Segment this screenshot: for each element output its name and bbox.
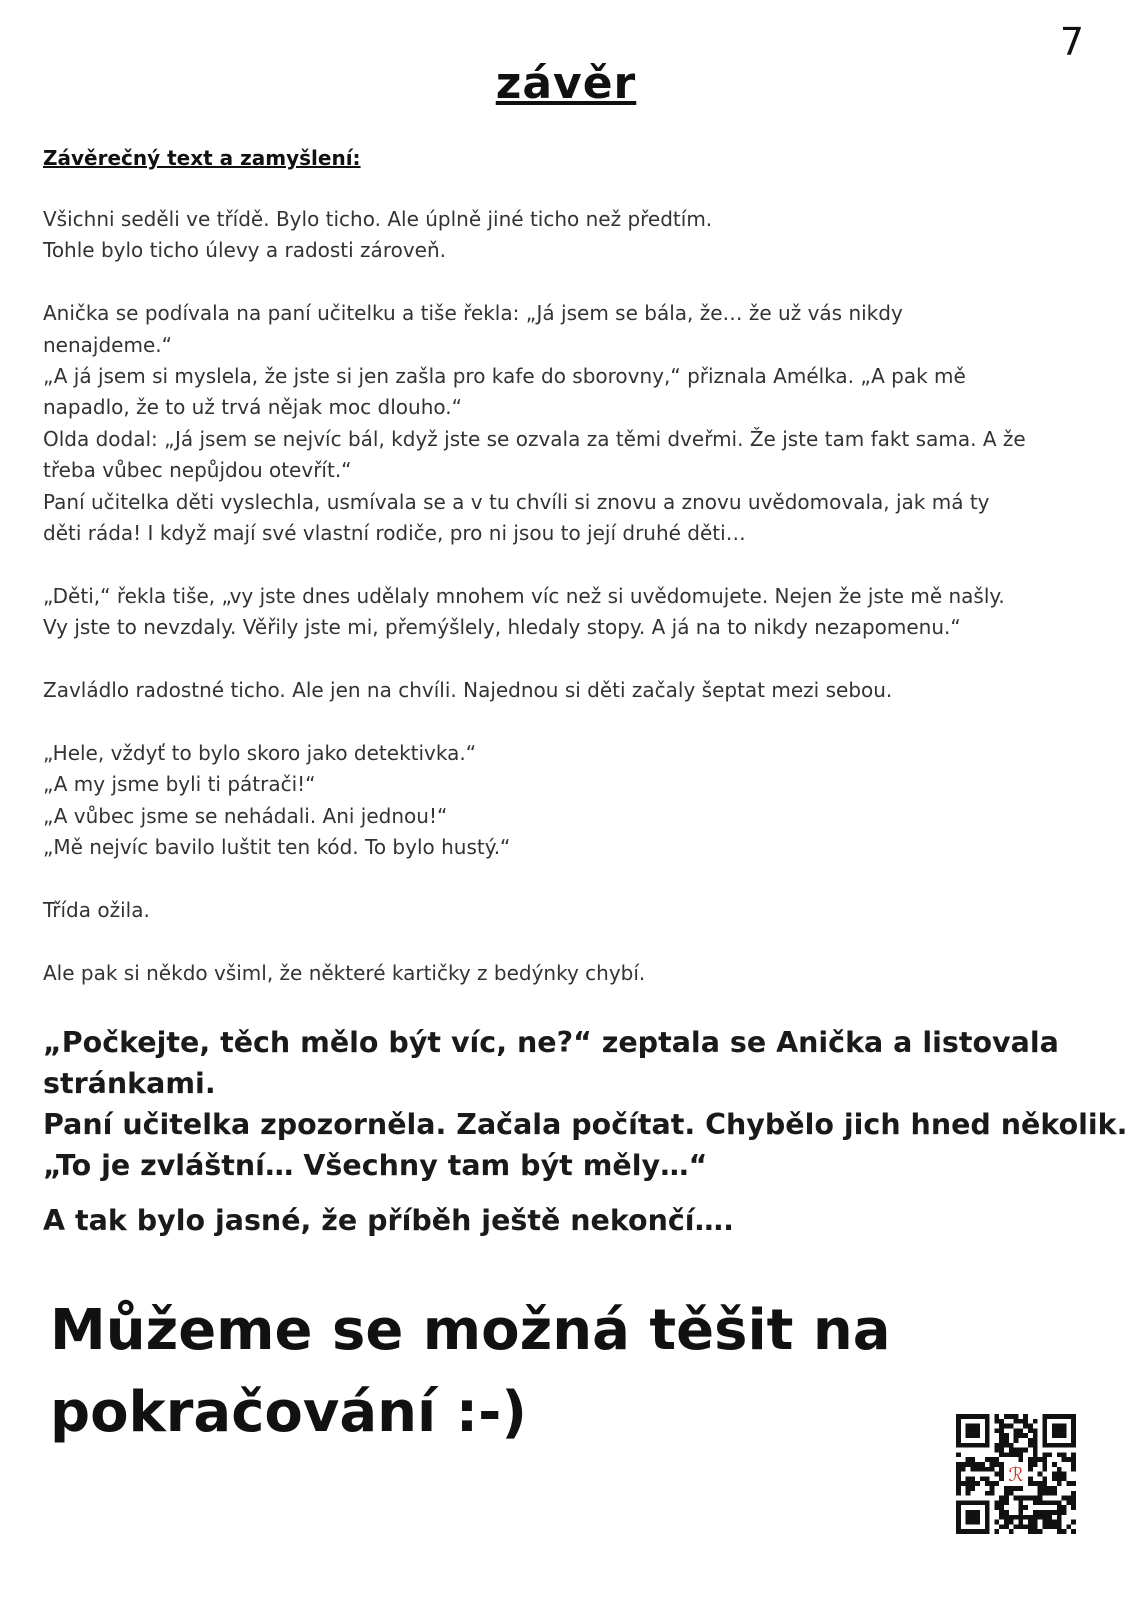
qr-module	[1009, 1520, 1014, 1525]
qr-module	[1062, 1510, 1067, 1515]
text-line: Olda dodal: „Já jsem se nejvíc bál, když jste se ozvala za těmi dveřmi. Že jste tam fakt sama. A že	[43, 426, 1026, 451]
qr-module	[1018, 1505, 1023, 1510]
qr-module	[994, 1443, 999, 1448]
qr-module	[994, 1448, 999, 1453]
qr-module	[1018, 1515, 1023, 1520]
qr-module	[1057, 1472, 1062, 1477]
paragraph	[43, 895, 1103, 926]
qr-module	[999, 1524, 1004, 1529]
qr-module	[994, 1500, 999, 1505]
qr-module	[1047, 1515, 1052, 1520]
qr-module	[994, 1428, 999, 1433]
qr-module	[1038, 1472, 1043, 1477]
qr-module	[961, 1467, 966, 1472]
qr-module	[1052, 1491, 1057, 1496]
page-title: závěr	[495, 58, 637, 109]
qr-module	[990, 1491, 995, 1496]
qr-module	[1033, 1510, 1038, 1515]
qr-module	[975, 1462, 980, 1467]
qr-module	[1047, 1524, 1052, 1529]
qr-module	[994, 1419, 999, 1424]
paragraph	[43, 958, 1103, 989]
qr-module	[1023, 1496, 1028, 1501]
text-line: Zavládlo radostné ticho. Ale jen na chvíli. Najednou si děti začaly šeptat mezi sebou.	[43, 678, 893, 703]
qr-module	[1014, 1448, 1019, 1453]
qr-module	[1042, 1467, 1047, 1472]
qr-module	[1057, 1524, 1062, 1529]
qr-module	[956, 1486, 961, 1491]
qr-module	[1052, 1524, 1057, 1529]
qr-module	[999, 1500, 1004, 1505]
qr-module	[1038, 1529, 1043, 1534]
qr-module	[1004, 1443, 1009, 1448]
qr-module	[1018, 1520, 1023, 1525]
qr-module	[1018, 1433, 1023, 1438]
qr-module	[1014, 1524, 1019, 1529]
qr-module	[1057, 1510, 1062, 1515]
qr-module	[994, 1520, 999, 1525]
qr-module	[994, 1472, 999, 1477]
qr-module	[999, 1433, 1004, 1438]
paragraph	[43, 204, 1103, 267]
qr-module	[975, 1481, 980, 1486]
qr-module	[999, 1419, 1004, 1424]
text-line: Třída ožila.	[43, 897, 150, 922]
qr-module	[999, 1515, 1004, 1520]
qr-module	[1052, 1462, 1057, 1467]
qr-module	[1018, 1510, 1023, 1515]
qr-module	[1033, 1524, 1038, 1529]
qr-module	[1004, 1433, 1009, 1438]
qr-module	[1062, 1476, 1067, 1481]
closing-message	[50, 1290, 950, 1454]
qr-module	[999, 1496, 1004, 1501]
qr-module	[1047, 1520, 1052, 1525]
qr-module	[1062, 1452, 1067, 1457]
qr-module	[1038, 1510, 1043, 1515]
qr-module	[1042, 1500, 1047, 1505]
qr-module	[1071, 1452, 1076, 1457]
qr-module	[990, 1462, 995, 1467]
qr-module	[1009, 1448, 1014, 1453]
qr-module	[1014, 1452, 1019, 1457]
qr-module	[1042, 1462, 1047, 1467]
qr-module	[1033, 1428, 1038, 1433]
qr-module	[999, 1510, 1004, 1515]
section-subtitle: Závěrečný text a zamyšlení:	[43, 146, 361, 170]
qr-module	[1057, 1476, 1062, 1481]
qr-module	[1066, 1481, 1071, 1486]
bold-line: „Počkejte, těch mělo být víc, ne?“ zeptala se Anička a listovala	[43, 1026, 1059, 1059]
qr-module	[1052, 1510, 1057, 1515]
text-line: Ale pak si někdo všiml, že některé kartičky z bedýnky chybí.	[43, 960, 646, 985]
qr-module	[1028, 1476, 1033, 1481]
text-line: Vy jste to nevzdaly. Věřily jste mi, přemýšlely, hledaly stopy. A já na to nikdy nezapomenu.“	[43, 615, 961, 640]
qr-module	[990, 1467, 995, 1472]
qr-module	[1028, 1438, 1033, 1443]
qr-module	[1057, 1452, 1062, 1457]
qr-module	[970, 1476, 975, 1481]
qr-code-icon	[956, 1414, 1076, 1534]
qr-module	[966, 1491, 971, 1496]
qr-module	[956, 1491, 961, 1496]
qr-module	[999, 1467, 1004, 1472]
qr-module	[1062, 1496, 1067, 1501]
qr-module	[990, 1457, 995, 1462]
text-line: nenajdeme.“	[43, 332, 172, 357]
qr-module	[994, 1529, 999, 1534]
qr-module	[994, 1414, 999, 1419]
qr-module	[956, 1467, 961, 1472]
paragraph	[43, 581, 1103, 644]
qr-module	[956, 1481, 961, 1486]
qr-module	[961, 1462, 966, 1467]
qr-module	[1042, 1452, 1047, 1457]
qr-module	[970, 1457, 975, 1462]
text-line: Všichni seděli ve třídě. Bylo ticho. Ale úplně jiné ticho než předtím.	[43, 207, 713, 231]
qr-module	[1038, 1481, 1043, 1486]
qr-module	[1066, 1524, 1071, 1529]
qr-module	[1033, 1419, 1038, 1424]
qr-module	[1023, 1424, 1028, 1429]
qr-module	[1042, 1457, 1047, 1462]
qr-module	[1033, 1448, 1038, 1453]
qr-module	[1018, 1457, 1023, 1462]
text-line: „Hele, vždyť to bylo skoro jako detektivka.“	[43, 740, 477, 765]
qr-module	[994, 1457, 999, 1462]
qr-module	[1071, 1500, 1076, 1505]
text-line: děti ráda! I když mají své vlastní rodiče, pro ni jsou to její druhé děti…	[43, 521, 746, 546]
qr-module	[1028, 1424, 1033, 1429]
qr-module	[1052, 1472, 1057, 1477]
qr-module	[1071, 1467, 1076, 1472]
paragraph	[43, 738, 1103, 864]
qr-module	[970, 1467, 975, 1472]
qr-module	[1052, 1500, 1057, 1505]
text-line: třeba vůbec nepůjdou otevřít.“	[43, 458, 352, 483]
qr-module	[1009, 1414, 1014, 1419]
text-line: Anička se podívala na paní učitelku a tiše řekla: „Já jsem se bála, že… že už vás nikdy	[43, 301, 903, 326]
qr-module	[990, 1486, 995, 1491]
qr-module	[1004, 1524, 1009, 1529]
qr-module	[1014, 1496, 1019, 1501]
qr-module	[1033, 1433, 1038, 1438]
qr-module	[1042, 1476, 1047, 1481]
qr-module	[1004, 1515, 1009, 1520]
qr-module	[1071, 1481, 1076, 1486]
qr-module	[1023, 1505, 1028, 1510]
qr-module	[1028, 1520, 1033, 1525]
qr-module	[1066, 1500, 1071, 1505]
qr-module	[1004, 1500, 1009, 1505]
qr-module	[1033, 1438, 1038, 1443]
qr-module	[966, 1481, 971, 1486]
qr-module	[1071, 1457, 1076, 1462]
qr-module	[985, 1467, 990, 1472]
qr-module	[966, 1476, 971, 1481]
qr-module	[1047, 1510, 1052, 1515]
text-line: „Děti,“ řekla tiše, „vy jste dnes udělaly mnohem víc než si uvědomujete. Nejen že jste mě našly.	[43, 583, 1005, 608]
qr-module	[1009, 1515, 1014, 1520]
qr-module	[1004, 1491, 1009, 1496]
paragraph	[43, 298, 1103, 549]
qr-module	[1042, 1481, 1047, 1486]
qr-module	[1028, 1481, 1033, 1486]
bold-line: „To je zvláštní… Všechny tam být měly…“	[43, 1149, 708, 1182]
qr-module	[1033, 1496, 1038, 1501]
qr-module	[1042, 1491, 1047, 1496]
qr-module	[1047, 1486, 1052, 1491]
qr-module	[1042, 1515, 1047, 1520]
qr-module	[1066, 1496, 1071, 1501]
qr-module	[999, 1452, 1004, 1457]
qr-module	[1052, 1476, 1057, 1481]
qr-module	[1038, 1491, 1043, 1496]
qr-module	[961, 1481, 966, 1486]
qr-module	[1062, 1472, 1067, 1477]
qr-module	[1018, 1428, 1023, 1433]
text-line: „A já jsem si myslela, že jste si jen zašla pro kafe do sborovny,“ přiznala Amélka. „A pak mě	[43, 364, 966, 389]
qr-module	[1047, 1491, 1052, 1496]
story-body	[43, 204, 1103, 1020]
qr-module	[1009, 1491, 1014, 1496]
qr-module	[1028, 1457, 1033, 1462]
qr-module	[1071, 1520, 1076, 1525]
qr-module	[980, 1476, 985, 1481]
qr-module	[1014, 1419, 1019, 1424]
qr-module	[1004, 1424, 1009, 1429]
qr-module	[1033, 1500, 1038, 1505]
qr-module	[966, 1462, 971, 1467]
qr-module	[1038, 1486, 1043, 1491]
qr-module	[1023, 1419, 1028, 1424]
qr-module	[1057, 1529, 1062, 1534]
qr-module	[1057, 1500, 1062, 1505]
qr-module	[990, 1481, 995, 1486]
qr-module	[1023, 1524, 1028, 1529]
qr-module	[970, 1481, 975, 1486]
qr-module	[970, 1462, 975, 1467]
qr-module	[1014, 1428, 1019, 1433]
qr-module	[1009, 1452, 1014, 1457]
page-number: 7	[1059, 20, 1084, 64]
qr-module	[956, 1462, 961, 1467]
bold-line: Paní učitelka zpozorněla. Začala počítat. Chybělo jich hned několik.	[43, 1108, 1128, 1141]
qr-module	[1066, 1457, 1071, 1462]
qr-module	[1033, 1520, 1038, 1525]
paragraph	[43, 675, 1103, 706]
qr-module	[1028, 1496, 1033, 1501]
qr-module	[1018, 1524, 1023, 1529]
qr-module	[999, 1443, 1004, 1448]
qr-module	[1042, 1510, 1047, 1515]
qr-module	[1038, 1457, 1043, 1462]
qr-module	[1071, 1462, 1076, 1467]
qr-module	[1057, 1481, 1062, 1486]
qr-module	[999, 1472, 1004, 1477]
text-line: „A vůbec jsme se nehádali. Ani jednou!“	[43, 803, 448, 828]
qr-module	[1004, 1520, 1009, 1525]
qr-module	[1071, 1491, 1076, 1496]
qr-module	[1062, 1529, 1067, 1534]
qr-module	[1047, 1500, 1052, 1505]
qr-module	[1014, 1433, 1019, 1438]
qr-module	[1062, 1505, 1067, 1510]
qr-module	[1028, 1462, 1033, 1467]
qr-module	[1023, 1433, 1028, 1438]
qr-module	[1052, 1520, 1057, 1525]
qr-module	[1014, 1515, 1019, 1520]
svg-text:ℛ: ℛ	[1008, 1463, 1024, 1487]
qr-module	[1057, 1520, 1062, 1525]
closing-line: Můžeme se možná těšit na	[50, 1298, 891, 1363]
qr-module	[999, 1424, 1004, 1429]
text-line: „Mě nejvíc bavilo luštit ten kód. To bylo hustý.“	[43, 835, 511, 860]
qr-module	[1033, 1529, 1038, 1534]
qr-module	[1071, 1529, 1076, 1534]
qr-module	[985, 1457, 990, 1462]
qr-module	[1038, 1500, 1043, 1505]
qr-module	[1018, 1486, 1023, 1491]
qr-module	[1028, 1515, 1033, 1520]
qr-module	[1004, 1414, 1009, 1419]
qr-module	[994, 1462, 999, 1467]
qr-module	[999, 1505, 1004, 1510]
qr-module	[1009, 1486, 1014, 1491]
qr-module	[1038, 1515, 1043, 1520]
qr-module	[1052, 1486, 1057, 1491]
qr-module	[1033, 1481, 1038, 1486]
qr-module	[985, 1481, 990, 1486]
qr-module	[999, 1438, 1004, 1443]
qr-module	[1009, 1443, 1014, 1448]
qr-module	[956, 1452, 961, 1457]
qr-module	[1028, 1467, 1033, 1472]
qr-module	[1042, 1486, 1047, 1491]
qr-module	[999, 1428, 1004, 1433]
qr-module	[1009, 1529, 1014, 1534]
qr-module	[999, 1448, 1004, 1453]
story-ending: A tak bylo jasné, že příběh ještě nekončí….	[43, 1204, 734, 1237]
qr-module	[1018, 1419, 1023, 1424]
qr-module	[999, 1476, 1004, 1481]
qr-module	[1042, 1520, 1047, 1525]
qr-module	[956, 1472, 961, 1477]
qr-module	[994, 1505, 999, 1510]
qr-module	[1028, 1428, 1033, 1433]
qr-module	[1018, 1452, 1023, 1457]
qr-module	[1004, 1438, 1009, 1443]
text-line: Paní učitelka děti vyslechla, usmívala se a v tu chvíli si znovu a znovu uvědomovala, jak má ty	[43, 489, 990, 514]
closing-line: pokračování :-)	[50, 1380, 527, 1445]
qr-module	[985, 1491, 990, 1496]
qr-module	[1033, 1452, 1038, 1457]
qr-module	[1023, 1414, 1028, 1419]
text-line: „A my jsme byli ti pátrači!“	[43, 772, 316, 797]
highlighted-dialogue	[43, 1022, 1128, 1186]
qr-module	[1004, 1486, 1009, 1491]
qr-module	[1004, 1496, 1009, 1501]
qr-module	[975, 1467, 980, 1472]
qr-module	[1018, 1448, 1023, 1453]
qr-module	[1057, 1467, 1062, 1472]
qr-module	[1033, 1515, 1038, 1520]
qr-module	[980, 1462, 985, 1467]
qr-module	[1071, 1496, 1076, 1501]
qr-module	[970, 1486, 975, 1491]
qr-module	[1028, 1524, 1033, 1529]
qr-module	[1023, 1448, 1028, 1453]
qr-module	[1033, 1462, 1038, 1467]
qr-module	[1004, 1452, 1009, 1457]
qr-module	[1028, 1443, 1033, 1448]
qr-module	[1004, 1510, 1009, 1515]
qr-module	[1033, 1443, 1038, 1448]
qr-module	[1018, 1496, 1023, 1501]
qr-module	[1062, 1457, 1067, 1462]
bold-line: stránkami.	[43, 1067, 216, 1100]
qr-module	[1009, 1424, 1014, 1429]
qr-module	[1057, 1505, 1062, 1510]
qr-module	[1023, 1515, 1028, 1520]
qr-module	[966, 1486, 971, 1491]
qr-module	[1014, 1486, 1019, 1491]
qr-module	[1057, 1515, 1062, 1520]
qr-module	[1014, 1414, 1019, 1419]
qr-module	[985, 1476, 990, 1481]
paragraph	[43, 1022, 1128, 1186]
qr-module	[1018, 1500, 1023, 1505]
qr-module	[1014, 1438, 1019, 1443]
qr-module	[1028, 1529, 1033, 1534]
qr-module	[1033, 1457, 1038, 1462]
qr-module	[956, 1476, 961, 1481]
qr-module	[1047, 1452, 1052, 1457]
qr-module	[966, 1457, 971, 1462]
qr-module	[1071, 1505, 1076, 1510]
text-line: Tohle bylo ticho úlevy a radosti zároveň.	[43, 238, 447, 263]
qr-module	[994, 1481, 999, 1486]
qr-module	[1042, 1524, 1047, 1529]
text-line: napadlo, že to už trvá nějak moc dlouho.“	[43, 395, 462, 420]
qr-module	[1038, 1496, 1043, 1501]
qr-module	[999, 1462, 1004, 1467]
qr-module	[980, 1467, 985, 1472]
